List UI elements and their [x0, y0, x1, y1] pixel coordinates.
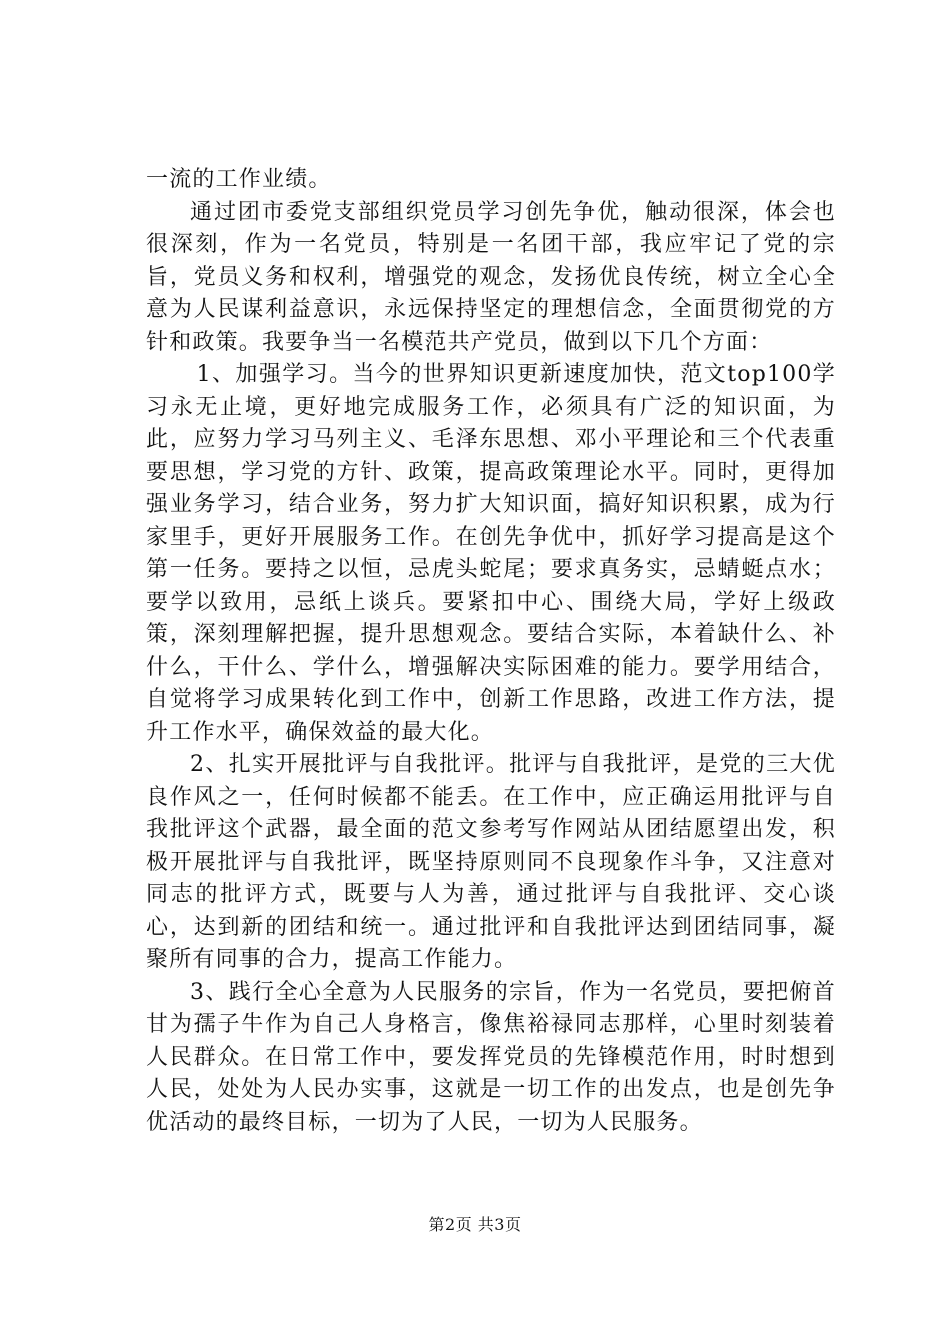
paragraph-item-3-serve-people: 3、践行全心全意为人民服务的宗旨，作为一名党员，要把俯首甘为孺子牛作为自己人身格言，像焦裕禄同志那样，心里时刻装着人民群众。在日常工作中，要发挥党员的先锋模范作用，时时想到人民，处处为人民办实事，这就是一切工作的出发点，也是创先争优活动的最终目标，一切为了人民，一切为人民服务。 [146, 979, 836, 1135]
paragraph-item-1-study: 1、加强学习。当今的世界知识更新速度加快，范文top100学习永无止境，更好地完成服务工作，必须具有广泛的知识面，为此，应努力学习马列主义、毛泽东思想、邓小平理论和三个代表重要思想，学习党的方针、政策，提高政策理论水平。同时，更得加强业务学习，结合业务，努力扩大知识面，搞好知识积累，成为行家里手，更好开展服务工作。在创先争优中，抓好学习提高是这个第一任务。要持之以恒，忌虎头蛇尾；要求真务实，忌蜻蜓点水；要学以致用，忌纸上谈兵。要紧扣中心、围绕大局，学好上级政策，深刻理解把握，提升思想观念。要结合实际，本着缺什么、补什么，干什么、学什么，增强解决实际困难的能力。要学用结合，自觉将学习成果转化到工作中，创新工作思路，改进工作方法，提升工作水平，确保效益的最大化。 [146, 362, 836, 745]
paragraph-intro: 通过团市委党支部组织党员学习创先争优，触动很深，体会也很深刻，作为一名党员，特别是一名团干部，我应牢记了党的宗旨，党员义务和权利，增强党的观念，发扬优良传统，树立全心全意为人民谋利益意识，永远保持坚定的理想信念，全面贯彻党的方针和政策。我要争当一名模范共产党员，做到以下几个方面： [146, 199, 836, 355]
page-number-footer: 第2页 共3页 [428, 1215, 522, 1234]
paragraph-item-2-criticism: 2、扎实开展批评与自我批评。批评与自我批评，是党的三大优良作风之一，任何时候都不能丢。在工作中，应正确运用批评与自我批评这个武器，最全面的范文参考写作网站从团结愿望出发，积极开展批评与自我批评，既坚持原则同不良现象作斗争，又注意对同志的批评方式，既要与人为善，通过批评与自我批评、交心谈心，达到新的团结和统一。通过批评和自我批评达到团结同事，凝聚所有同事的合力，提高工作能力。 [146, 752, 836, 972]
document-body [146, 164, 836, 1139]
paragraph-continuation: 一流的工作业绩。 [146, 167, 332, 192]
